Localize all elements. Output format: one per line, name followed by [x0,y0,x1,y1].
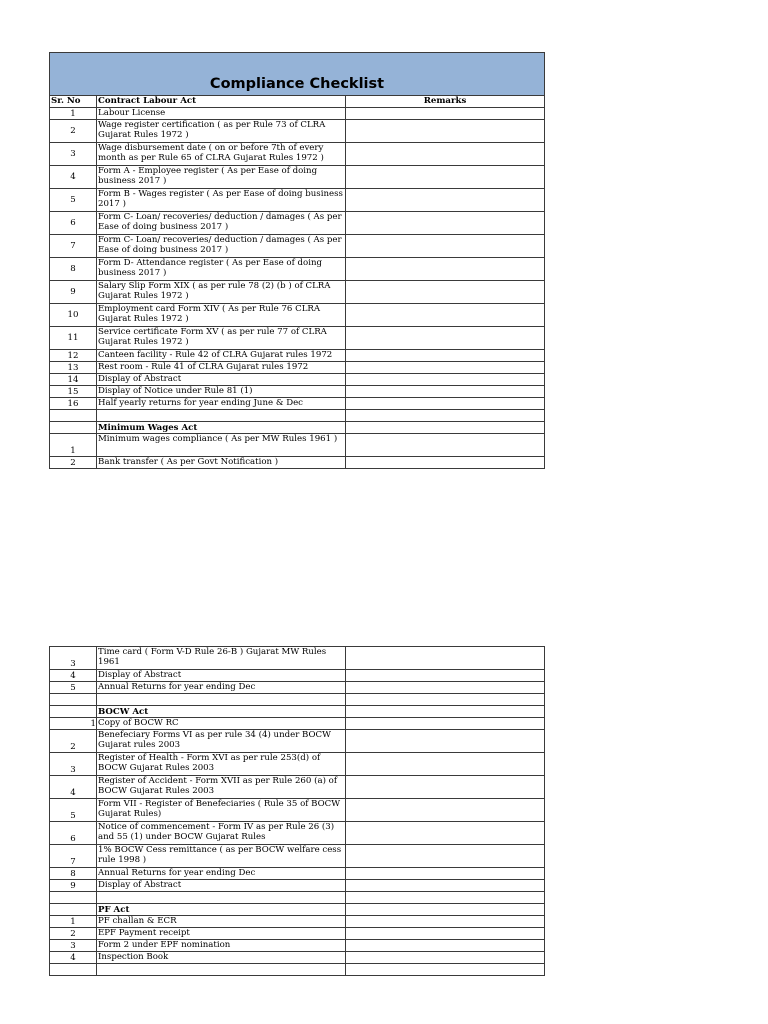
compliance-table-page-2 [49,646,545,976]
row-text: Display of Abstract [97,374,346,386]
section-heading-pf: PF Act [97,904,346,916]
blank-cell [50,706,97,718]
row-number: 5 [50,189,97,212]
row-number: 5 [50,682,97,694]
row-number: 13 [50,362,97,374]
row-text: PF challan & ECR [97,916,346,928]
row-number: 1 [50,916,97,928]
row-text: Form 2 under EPF nomination [97,940,346,952]
row-number: 8 [50,258,97,281]
row-text: Form D- Attendance register ( As per Ease of doing business 2017 ) [97,258,346,281]
row-number: 2 [50,120,97,143]
remarks-cell[interactable] [346,398,545,410]
blank-cell [50,964,97,976]
blank-cell [97,892,346,904]
row-number: 1 [50,108,97,120]
sheet-title: Compliance Checklist [50,53,545,96]
blank-cell [97,964,346,976]
blank-cell [50,422,97,434]
row-number: 7 [50,235,97,258]
remarks-cell[interactable] [346,108,545,120]
row-text: Register of Health - Form XVI as per rule 253(d) of BOCW Gujarat Rules 2003 [97,753,346,776]
remarks-cell[interactable] [346,670,545,682]
row-number: 6 [50,822,97,845]
row-number: 12 [50,350,97,362]
remarks-cell[interactable] [346,799,545,822]
remarks-cell[interactable] [346,868,545,880]
row-number: 15 [50,386,97,398]
section-heading-minimum-wages: Minimum Wages Act [97,422,346,434]
row-text: Bank transfer ( As per Govt Notification ) [97,457,346,469]
remarks-cell[interactable] [346,281,545,304]
remarks-cell[interactable] [346,904,545,916]
row-text: Form C- Loan/ recoveries/ deduction / damages ( As per Ease of doing business 2017 ) [97,212,346,235]
remarks-cell[interactable] [346,410,545,422]
remarks-cell[interactable] [346,120,545,143]
row-text: Salary Slip Form XIX ( as per rule 78 (2) (b ) of CLRA Gujarat Rules 1972 ) [97,281,346,304]
row-text: EPF Payment receipt [97,928,346,940]
remarks-cell[interactable] [346,457,545,469]
row-text: Annual Returns for year ending Dec [97,868,346,880]
row-text: Wage register certification ( as per Rule 73 of CLRA Gujarat Rules 1972 ) [97,120,346,143]
remarks-cell[interactable] [346,422,545,434]
remarks-cell[interactable] [346,682,545,694]
row-text: Form B - Wages register ( As per Ease of doing business 2017 ) [97,189,346,212]
remarks-cell[interactable] [346,928,545,940]
row-number: 14 [50,374,97,386]
row-text: 1% BOCW Cess remittance ( as per BOCW welfare cess rule 1998 ) [97,845,346,868]
blank-cell [50,410,97,422]
row-text: Form A - Employee register ( As per Ease of doing business 2017 ) [97,166,346,189]
row-number: 3 [50,143,97,166]
row-text: Copy of BOCW RC [97,718,346,730]
row-number: 11 [50,327,97,350]
remarks-cell[interactable] [346,952,545,964]
row-text: Notice of commencement - Form IV as per Rule 26 (3) and 55 (1) under BOCW Gujarat Rules [97,822,346,845]
remarks-cell[interactable] [346,258,545,281]
row-number: 4 [50,952,97,964]
blank-cell [50,694,97,706]
remarks-cell[interactable] [346,776,545,799]
blank-cell [97,694,346,706]
row-text: Display of Abstract [97,880,346,892]
remarks-cell[interactable] [346,350,545,362]
remarks-cell[interactable] [346,964,545,976]
row-text: Labour License [97,108,346,120]
remarks-cell[interactable] [346,730,545,753]
remarks-cell[interactable] [346,189,545,212]
remarks-cell[interactable] [346,718,545,730]
row-number: 4 [50,166,97,189]
remarks-cell[interactable] [346,706,545,718]
row-text: Time card ( Form V-D Rule 26-B ) Gujarat MW Rules 1961 [97,647,346,670]
row-text: Half yearly returns for year ending June & Dec [97,398,346,410]
blank-cell [50,904,97,916]
row-number: 10 [50,304,97,327]
row-number: 3 [50,940,97,952]
row-text: Minimum wages compliance ( As per MW Rules 1961 ) [97,434,346,457]
remarks-cell[interactable] [346,235,545,258]
row-text: Annual Returns for year ending Dec [97,682,346,694]
remarks-cell[interactable] [346,212,545,235]
row-text: Employment card Form XIV ( As per Rule 76 CLRA Gujarat Rules 1972 ) [97,304,346,327]
row-number: 5 [50,799,97,822]
remarks-cell[interactable] [346,386,545,398]
row-text: Form C- Loan/ recoveries/ deduction / damages ( As per Ease of doing business 2017 ) [97,235,346,258]
row-text: Benefeciary Forms VI as per rule 34 (4) under BOCW Gujarat rules 2003 [97,730,346,753]
remarks-cell[interactable] [346,647,545,670]
blank-cell [97,410,346,422]
row-number: 8 [50,868,97,880]
row-number: 3 [50,753,97,776]
row-text: Register of Accident - Form XVII as per Rule 260 (a) of BOCW Gujarat Rules 2003 [97,776,346,799]
row-text: Display of Abstract [97,670,346,682]
remarks-cell[interactable] [346,753,545,776]
row-number: 16 [50,398,97,410]
header-act: Contract Labour Act [97,96,346,108]
compliance-table-page-1 [49,52,545,469]
remarks-cell[interactable] [346,434,545,457]
remarks-cell[interactable] [346,892,545,904]
row-text: Form VII - Register of Benefeciaries ( Rule 35 of BOCW Gujarat Rules) [97,799,346,822]
row-number: 9 [50,281,97,304]
row-text: Inspection Book [97,952,346,964]
row-number: 3 [50,647,97,670]
row-text: Rest room - Rule 41 of CLRA Gujarat rules 1972 [97,362,346,374]
row-number: 7 [50,845,97,868]
remarks-cell[interactable] [346,143,545,166]
row-text: Canteen facility - Rule 42 of CLRA Gujarat rules 1972 [97,350,346,362]
section-heading-bocw: BOCW Act [97,706,346,718]
row-text: Display of Notice under Rule 81 (1) [97,386,346,398]
row-number: 1 [50,434,97,457]
row-number: 6 [50,212,97,235]
header-remarks: Remarks [346,96,545,108]
row-number: 1 [50,718,97,730]
remarks-cell[interactable] [346,916,545,928]
remarks-cell[interactable] [346,327,545,350]
remarks-cell[interactable] [346,304,545,327]
row-number: 2 [50,730,97,753]
row-text: Service certificate Form XV ( as per rule 77 of CLRA Gujarat Rules 1972 ) [97,327,346,350]
remarks-cell[interactable] [346,880,545,892]
remarks-cell[interactable] [346,166,545,189]
row-number: 2 [50,928,97,940]
row-number: 4 [50,670,97,682]
remarks-cell[interactable] [346,374,545,386]
remarks-cell[interactable] [346,845,545,868]
row-number: 2 [50,457,97,469]
header-sr-no: Sr. No [50,96,97,108]
row-text: Wage disbursement date ( on or before 7th of every month as per Rule 65 of CLRA Gujarat Rules 1972 ) [97,143,346,166]
remarks-cell[interactable] [346,822,545,845]
row-number: 9 [50,880,97,892]
remarks-cell[interactable] [346,694,545,706]
remarks-cell[interactable] [346,362,545,374]
blank-cell [50,892,97,904]
remarks-cell[interactable] [346,940,545,952]
row-number: 4 [50,776,97,799]
